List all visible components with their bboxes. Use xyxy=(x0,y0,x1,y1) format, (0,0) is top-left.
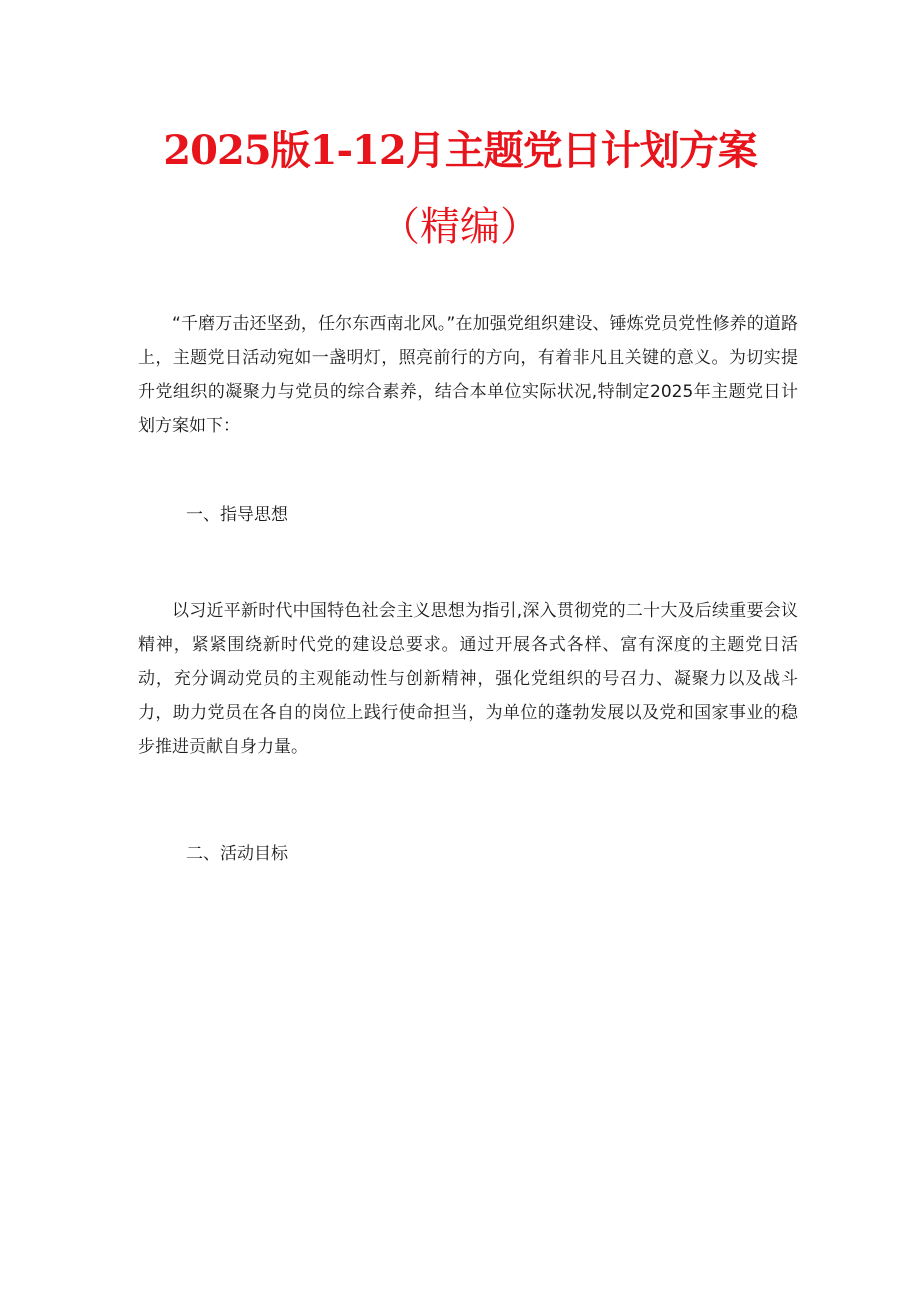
document-subtitle: （精编） xyxy=(380,204,540,250)
guiding-ideology-paragraph-text: 以习近平新时代中国特色社会主义思想为指引,深入贯彻党的二十大及后续重要会议精神，紧紧围绕新时代党的建设总要求。通过开展各式各样、富有深度的主题党日活动，充分调动党员的主观能动性与创新精神，强化党组织的号召力、凝聚力以及战斗力，助力党员在各自的岗位上践行使命担当，为单位的蓬勃发展以及党和国家事业的稳步推进贡献自身力量。 xyxy=(138,601,798,757)
section-heading-activity-goals: 二、活动目标 xyxy=(186,844,288,864)
section-heading-guiding-ideology: 一、指导思想 xyxy=(186,505,288,525)
intro-paragraph xyxy=(138,307,798,443)
guiding-ideology-paragraph xyxy=(138,594,798,764)
intro-paragraph-text: “千磨万击还坚劲，任尔东西南北风。”在加强党组织建设、锤炼党员党性修养的道路上，主题党日活动宛如一盏明灯，照亮前行的方向，有着非凡且关键的意义。为切实提升党组织的凝聚力与党员的综合素养，结合本单位实际状况,特制定2025年主题党日计划方案如下： xyxy=(138,314,798,436)
document-title: 2025版1-12月主题党日计划方案 xyxy=(163,127,757,174)
